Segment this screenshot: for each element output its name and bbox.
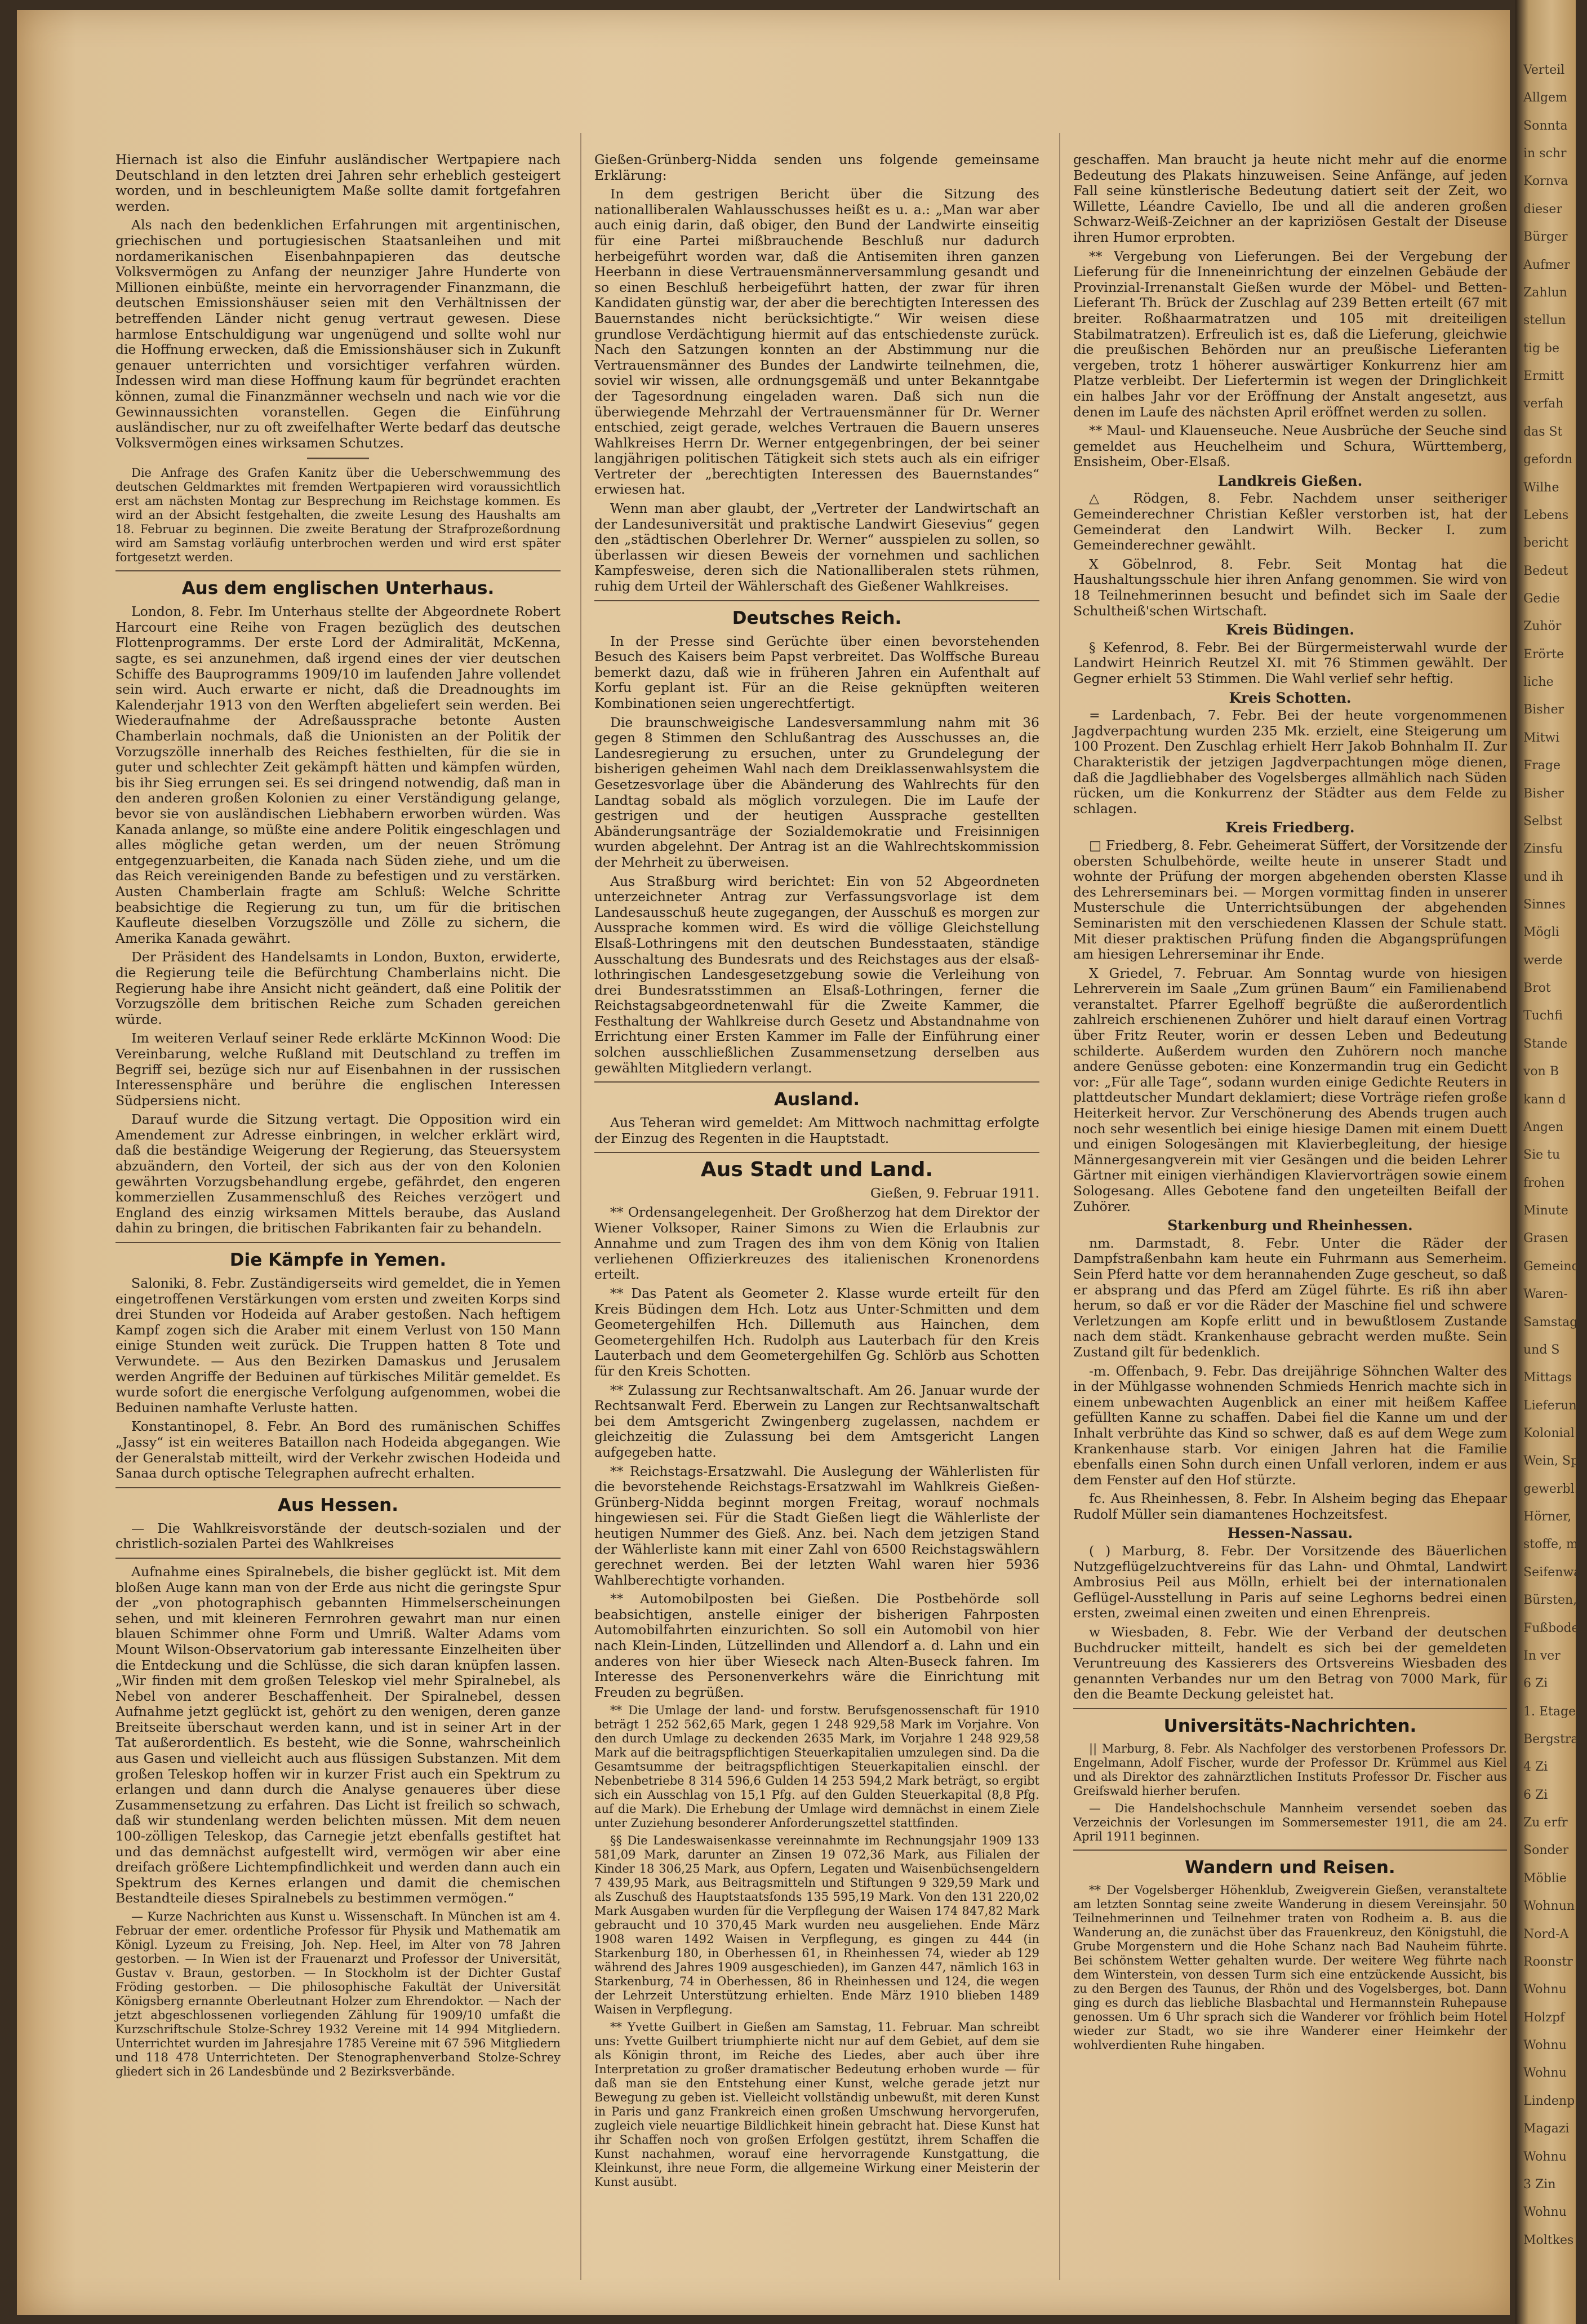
paragraph: Die braunschweigische Landesversammlung nahm mit 36 gegen 8 Stimmen den Schlußantrag des Ausschusses an, die Landesregierung zu ersuchen, unter zu Grundelegung der bisherigen geheimen Wahl nach dem Dreiklassenwahlsystem die Gesetzesvorlage über die Abänderung des Wahlrechts für den Landtag sobald als möglich vorzulegen. Die im Laufe der gestrigen und der heutigen Aussprache gestellten Abänderungsanträge der Sozialdemokratie und Freisinnigen wurden abgelehnt. Der Antrag ist an die Wahlrechtskommission der Mehrheit zu überweisen.: [594, 714, 1039, 870]
adjacent-page-fragment: Mittags: [1523, 1371, 1572, 1385]
adjacent-page-fragment: 6 Zi: [1523, 1677, 1548, 1691]
adjacent-page-fragment: gewerbl.: [1523, 1482, 1579, 1496]
paragraph: △ Rödgen, 8. Febr. Nachdem unser seitheriger Gemeinderechner Christian Keßler verstorben ist, hat der Gemeinderat den Landwirt Wilh. Becker I. zum Gemeinderechner gewählt.: [1073, 490, 1507, 553]
adjacent-page-fragment: Stande: [1523, 1036, 1568, 1051]
adjacent-page-fragment: Grasen: [1523, 1231, 1568, 1246]
divider: [594, 1152, 1039, 1153]
adjacent-page-fragment: liche: [1523, 675, 1554, 690]
paragraph: In der Presse sind Gerüchte über einen bevorstehenden Besuch des Kaisers beim Papst verbreitet. Das Wolffsche Bureau bemerkt dazu, daß wie in früheren Jahren ein Aufenthalt auf Korfu geplant ist. Für an die Reise geknüpften weiteren Kombinationen seien ungerechtfertigt.: [594, 633, 1039, 711]
subsection-heading: Landkreis Gießen.: [1217, 472, 1363, 489]
paragraph: ** Das Patent als Geometer 2. Klasse wurde erteilt für den Kreis Büdingen dem Hch. Lotz aus Unter-Schmitten und dem Geometergehilfen Hch. Dillemuth aus Hainchen, dem Geometergehilfen Hch. Rudolph aus Lauterbach für den Kreis Lauterbach und dem Geometergehilfen Gg. Schlörb aus Schotten für den Kreis Schotten.: [594, 1285, 1039, 1379]
paragraph: Der Präsident des Handelsamts in London, Buxton, erwiderte, die Regierung teile die Befürchtung Chamberlains nicht. Die Regierung habe ihre Ansicht nicht geändert, daß eine Politik der Vorzugszölle dem britischen Reiche zum Schaden gereichen würde.: [115, 949, 561, 1027]
subsection-heading: Starkenburg und Rheinhessen.: [1167, 1217, 1413, 1234]
adjacent-page-fragment: Tuchfi: [1523, 1009, 1563, 1023]
paragraph: -m. Offenbach, 9. Febr. Das dreijährige Söhnchen Walter des in der Mühlgasse wohnenden Schmieds Henrich machte sich in einem unbewachten Augenblick an einer mit heißem Kaffee gefüllten Kanne zu schaffen. Dabei fiel die Kanne um und der Inhalt verbrühte das Kind so schwer, daß es auf dem Wege zum Krankenhause starb. Vor einigen Jahren hat die Familie ebenfalls einen Sohn durch einen Unfall verloren, indem er aus dem Fenster auf den Hof stürzte.: [1073, 1363, 1507, 1488]
adjacent-page-fragment: frohen: [1523, 1176, 1565, 1190]
paragraph: ** Reichstags-Ersatzwahl. Die Auslegung der Wählerlisten für die bevorstehende Reichstags-Ersatzwahl im Wahlkreis Gießen-Grünberg-Nidda beginnt morgen Freitag, worauf nochmals hingewiesen sei. Für die Stadt Gießen liegt die Wählerliste der heutigen Nummer des Gieß. Anz. bei. Nach dem jetzigen Stand der Wählerliste kann mit einer Zahl von 6500 Reichstagswählern gerechnet werden. Bei der letzten Wahl waren hier 5936 Wahlberechtigte vorhanden.: [594, 1463, 1039, 1588]
divider: [115, 1242, 561, 1243]
adjacent-page-fragment: das St: [1523, 424, 1563, 439]
adjacent-page-fragment: Mitwi: [1523, 730, 1560, 745]
adjacent-page-fragment: Lebens: [1523, 508, 1569, 522]
adjacent-page-fragment: Sie tu: [1523, 1148, 1561, 1163]
section-heading: Die Kämpfe in Yemen.: [229, 1250, 447, 1271]
adjacent-page-fragment: Bürsten,: [1523, 1593, 1577, 1608]
paragraph: Im weiteren Verlauf seiner Rede erklärte McKinnon Wood: Die Vereinbarung, welche Rußland mit Deutschland zu treffen im Begriff sei, bezüge sich nur auf Eisenbahnen in der russischen Interessensphäre und berühre die englischen Interessen Südpersiens nicht.: [115, 1030, 561, 1108]
divider: [115, 1558, 561, 1559]
paragraph: Aufnahme eines Spiralnebels, die bisher geglückt ist. Mit dem bloßen Auge kann man von der Erde aus nicht die geringste Spur der „von photographisch gebannten Himmelserscheinungen sehen, und mit kleineren Fernrohren gewahrt man nur einen blauen Schimmer ohne Form und Umriß. Walter Adams vom Mount Wilson-Observatorium gab interessante Einzelheiten über die Entdeckung und die Schlüsse, die sich daran knüpfen lassen. „Wir finden mit dem großen Teleskop viel mehr Spiralnebel, als Nebel von anderer Beschaffenheit. Der Spiralnebel, dessen Aufnahme jetzt geglückt ist, gehört zu den wenigen, deren ganze Breitseite überschaut werden kann, und ist in seiner Art in der Tat außerordentlich. Es besteht, wie die Sonne, wahrscheinlich aus Gasen und vielleicht auch aus flüssigen Substanzen. Mit dem großen Teleskop hoffen wir in kurzer Frist auch ein Spektrum zu erlangen und dann durch die Analyse genaueres über diese Zusammensetzung zu erfahren. Das Licht ist freilich so schwach, daß wir stundenlang werden belichten müssen. Mit dem neuen 100-zölligen Teleskop, das Carnegie jetzt ebenfalls gestiftet hat und das demnächst aufgestellt wird, vermögen wir aber eine dreifach größere Lichtempfindlichkeit und werden dann auch ein Spektrum des Kernes erlangen und damit die chemischen Bestandteile dieses Spiralnebels zu bestimmen vermögen.“: [115, 1563, 561, 1906]
paragraph: Saloniki, 8. Febr. Zuständigerseits wird gemeldet, die in Yemen eingetroffenen Verstärkungen vom ersten und zweiten Korps sind drei Stunden vor Hodeida auf Araber gestoßen. Nach heftigem Kampf zogen sich die Araber mit einem Verlust von 150 Mann einige Stunden weit zurück. Die Truppen hatten 8 Tote und Verwundete. — Aus den Bezirken Damaskus und Jerusalem werden Angriffe der Beduinen auf türkisches Militär gemeldet. Es wurde sofort die energische Verfolgung aufgenommen, wobei die Beduinen namhafte Verluste hatten.: [115, 1275, 561, 1416]
adjacent-page-fragment: 1. Etage: [1523, 1704, 1576, 1719]
adjacent-page-fragment: Seifenwa: [1523, 1565, 1581, 1580]
section-heading: Deutsches Reich.: [732, 607, 902, 628]
paragraph: geschaffen. Man braucht ja heute nicht mehr auf die enorme Bedeutung des Plakats hinzuweisen. Seine Anfänge, auf jeden Fall seine künstlerische Bedeutung datiert seit der Zeit, wo Willette, Léandre Caviello, Ibe und all die anderen großen Schwarz-Weiß-Zeichner an der kapriziösen Gestalt der Diseuse ihren Humor erprobten.: [1073, 152, 1507, 245]
paragraph: Gießen-Grünberg-Nidda senden uns folgende gemeinsame Erklärung:: [594, 152, 1039, 183]
adjacent-page-fragment: 6 Zi: [1523, 1788, 1548, 1802]
adjacent-page-fragment: Wilhe: [1523, 480, 1559, 495]
adjacent-page-fragment: 3 Zin: [1523, 2177, 1556, 2192]
adjacent-page-fragment: Verteil: [1523, 63, 1565, 77]
paragraph: X Griedel, 7. Februar. Am Sonntag wurde von hiesigen Lehrerverein im Saale „Zum grünen Baum“ ein Familienabend veranstaltet. Pfarrer Egelhoff begrüßte die außerordentlich zahlreich erschienenen Zuhörer und hielt darauf einen Vortrag über Fritz Reuter, worin er dessen Leben und Bedeutung schilderte. Außerdem wurden den Zuhörern noch manche andere Genüsse geboten: eine Konzermandin trug ein Gedicht vor: „Für alle Tage“, sodann wurden einige Gedichte Reuters in plattdeutscher Mundart deklamiert; diese Vorträge riefen große Heiterkeit hervor. Zur Verschönerung des Abends trugen auch noch sehr wesentlich bei einige hiesige Damen mit einem Duett und einigen Sologesängen mit Klavierbegleitung, der hiesige Männergesangverein mit vier Gesängen und die beiden Lehrer Gärtner mit einigen vierhändigen Klaviervorträgen sowie einem Sologesang. Alles Gebotene fand den ungeteilten Beifall der Zuhörer.: [1073, 965, 1507, 1214]
column-divider: [580, 133, 581, 2280]
paragraph: ** Die Umlage der land- und forstw. Berufsgenossenschaft für 1910 beträgt 1 252 562,65 Mark, gegen 1 248 929,58 Mark im Vorjahre. Von den durch Umlage zu deckenden 2635 Mark, im Vorjahre 1 248 929,58 Mark auf die beitragspflichtigen Steuerkapitalien umzulegen sind. Da die Gesamtsumme der beitragspflichtigen Steuerkapitalien einschl. der Nebenbetriebe 8 314 596,6 Gulden 14 253 594,2 Mark beträgt, so ergibt sich ein Ausschlag von 15,1 Pfg. auf den Gulden Steuerkapital (8,8 Pfg. auf die Mark). Die Erhebung der Umlage wird demnächst in einem Ziele unter Zuziehung besonderer Anforderungszettel stattfinden.: [594, 1704, 1039, 1830]
paragraph: Die Anfrage des Grafen Kanitz über die Ueberschwemmung des deutschen Geldmarktes mit fremden Wertpapieren wird voraussichtlich erst am nächsten Montag zur Besprechung im Reichstage kommen. Es wird an der Absicht festgehalten, die zweite Lesung des Haushalts am 18. Februar zu beginnen. Die zweite Beratung der Strafprozeßordnung wird am Samstag vorläufig unterbrochen werden und wird erst später fortgesetzt werden.: [115, 466, 561, 565]
adjacent-page-fragment: Lieferun: [1523, 1398, 1577, 1413]
adjacent-page-fragment: Wohnu: [1523, 2149, 1567, 2164]
adjacent-page-fragment: Erörte: [1523, 647, 1564, 662]
adjacent-page-fragment: kann d: [1523, 1092, 1566, 1107]
adjacent-page-strip: [1515, 0, 1587, 2324]
column-3: [1073, 152, 1507, 2056]
adjacent-page-fragment: verfah: [1523, 397, 1564, 411]
adjacent-page-fragment: Zahlun: [1523, 285, 1567, 300]
adjacent-page-fragment: Zuhör: [1523, 619, 1562, 634]
adjacent-page-fragment: und S: [1523, 1342, 1560, 1357]
divider: [594, 1081, 1039, 1083]
paragraph: = Lardenbach, 7. Febr. Bei der heute vorgenommenen Jagdverpachtung wurden 235 Mk. erzielt, eine Steigerung um 100 Prozent. Den Zuschlag erhielt Herr Jakob Bohnhalm II. Zur Charakteristik der jetzigen Jagdverpachtungen möge dienen, daß die Jagdliebhaber des Vogelsberges allmählich nach Süden rücken, um die Konkurrenz der Städter aus dem Felde zu schlagen.: [1073, 707, 1507, 817]
adjacent-page-fragment: Möblie: [1523, 1871, 1567, 1886]
section-heading: Universitäts-Nachrichten.: [1163, 1716, 1417, 1736]
adjacent-page-fragment: Magazi: [1523, 2122, 1570, 2136]
section-heading: Wandern und Reisen.: [1185, 1857, 1395, 1878]
dateline: Gießen, 9. Februar 1911.: [870, 1185, 1039, 1201]
paragraph: London, 8. Febr. Im Unterhaus stellte der Abgeordnete Robert Harcourt eine Reihe von Fragen bezüglich des deutschen Flottenprogramms. Der erste Lord der Admiralität, McKenna, sagte, es sei anzunehmen, daß irgend eines der vier deutschen Schiffe des Bauprogramms 1909/10 im laufenden Jahre vollendet sein wird. Auch erwarte er nicht, daß die Dreadnoughts im Kalenderjahr 1913 von den Werften abgeliefert sein werden. Bei Wiederaufnahme der Adreßaussprache betonte Austen Chamberlain nochmals, daß die Unionisten an der Politik der Vorzugszölle innerhalb des Reiches festhielten, für die sie in guter und schlechter Zeit gekämpft hätten und kämpfen würden, bis ihr Sieg errungen sei. Es sei dringend notwendig, daß man in den anderen großen Kolonien zu einer Verständigung gelange, bevor sie von ausländischen Liebhabern erworben würden. Was Kanada anlange, so müßte eine andere Politik eingeschlagen und alles mögliche getan werden, um der neuen Strömung entgegenzuarbeiten, die Kanada nach Süden ziehe, und um die das Reich vereinigenden Bande zu befestigen und zu verstärken. Austen Chamberlain fragte am Schluß: Welche Schritte beabsichtige die Regierung zu tun, um für die britischen Kaufleute dieselben Vorzugszölle und Zölle zu sichern, die Amerika Kanada gewährt.: [115, 604, 561, 946]
adjacent-page-fragment: Ermitt: [1523, 369, 1564, 384]
adjacent-page-fragment: In ver: [1523, 1648, 1561, 1663]
adjacent-page-fragment: Hörner,: [1523, 1510, 1572, 1524]
paragraph: — Die Wahlkreisvorstände der deutsch-sozialen und der christlich-sozialen Partei des Wahlkreises: [115, 1520, 561, 1552]
adjacent-page-fragment: Wohnu: [1523, 1983, 1567, 1997]
section-heading: Ausland.: [774, 1089, 860, 1110]
adjacent-page-fragment: Angen: [1523, 1120, 1564, 1134]
adjacent-page-fragment: Wohnu: [1523, 2066, 1567, 2081]
adjacent-page-fragment: Roonstr: [1523, 1954, 1573, 1969]
adjacent-page-fragment: Mögli: [1523, 925, 1559, 940]
section-heading: Aus Hessen.: [277, 1494, 399, 1515]
paragraph: Wenn man aber glaubt, der „Vertreter der Landwirtschaft an der Landesuniversität und praktische Landwirt Giesevius“ gegen den „städtischen Oberlehrer Dr. Werner“ ausspielen zu sollen, so überlassen wir diesen Beweis der vornehmen und sachlichen Kampfesweise, deren sich die Nationalliberalen stets rühmen, ruhig dem Urteil der Wählerschaft des Gießener Wahlkreises.: [594, 500, 1039, 595]
paragraph: ** Automobilposten bei Gießen. Die Postbehörde soll beabsichtigen, anstelle einiger der bisherigen Fahrposten Automobilfahrten einzurichten. So soll ein Automobil von hier nach Klein-Linden, Lützellinden und Allendorf a. d. Lahn und ein anderes von hier über Wieseck nach Alten-Buseck fahren. Im Interesse des Personenverkehrs wäre die Einrichtung mit Freuden zu begrüßen.: [594, 1591, 1039, 1700]
adjacent-page-fragment: Bürger: [1523, 230, 1568, 245]
adjacent-page-fragment: Brot: [1523, 981, 1551, 996]
adjacent-page-fragment: tig be: [1523, 341, 1560, 356]
divider: [307, 458, 369, 459]
paragraph: Aus Teheran wird gemeldet: Am Mittwoch nachmittag erfolgte der Einzug des Regenten in die Hauptstadt.: [594, 1115, 1039, 1146]
adjacent-page-fragment: Bisher: [1523, 703, 1564, 717]
adjacent-page-fragment: stellun: [1523, 313, 1566, 328]
paragraph: — Die Handelshochschule Mannheim versendet soeben das Verzeichnis der Vorlesungen im Sommersemester 1911, die am 24. April 1911 beginnen.: [1073, 1802, 1507, 1843]
adjacent-page-fragment: Fußboden: [1523, 1621, 1587, 1635]
adjacent-page-fragment: von B: [1523, 1065, 1559, 1079]
adjacent-page-fragment: Sinnes: [1523, 898, 1566, 912]
adjacent-page-fragment: Allgem: [1523, 91, 1567, 105]
paragraph: ** Zulassung zur Rechtsanwaltschaft. Am 26. Januar wurde der Rechtsanwalt Ferd. Eberwein zu Langen zur Rechtsanwaltschaft bei dem Amtsgericht Zwingenberg zugelassen, nachdem er gleichzeitig die Zulassung bei dem Amtsgericht Langen aufgegeben hatte.: [594, 1382, 1039, 1460]
divider: [1073, 1708, 1507, 1709]
adjacent-page-fragment: Wohnu: [1523, 2038, 1567, 2053]
paragraph: ** Der Vogelsberger Höhenklub, Zweigverein Gießen, veranstaltete am letzten Sonntag seine zweite Wanderung in diesem Vereinsjahr. 50 Teilnehmerinnen und Teilnehmer traten von Rodheim a. B. aus die Wanderung an, die zunächst über das Frauenkreuz, den Königstuhl, die Grube Morgenstern und die Hohe Schanz nach Bad Nauheim führte. Bei schönstem Wetter gehalten wurde. Der weitere Weg führte nach dem Winterstein, von dessen Turm sich eine entzückende Aussicht, bis zu den Bergen des Taunus, der Rhön und des Vogelsberges, bot. Dann ging es durch das liebliche Blasbachtal und Hermannstein Ruhepause genossen. Um 6 Uhr sprach sich die Wanderer vor fröhlich beim Hotel wieder zur Stadt, wo sie ihre Wanderer einer Heimkehr der wohlverdienten Ruhe hingaben.: [1073, 1883, 1507, 2052]
divider: [594, 600, 1039, 601]
adjacent-page-fragment: dieser: [1523, 202, 1562, 216]
subsection-heading: Kreis Schotten.: [1229, 689, 1352, 706]
adjacent-page-fragment: Zu erfr: [1523, 1816, 1568, 1830]
adjacent-page-fragment: Bisher: [1523, 786, 1564, 801]
paragraph: Darauf wurde die Sitzung vertagt. Die Opposition wird ein Amendement zur Adresse einbringen, in welcher erklärt wird, daß die beständige Weigerung der Regierung, das Steuersystem abzuändern, den Vorteil, der sich aus der von den Kolonien gewährten Vorzugsbehandlung ergebe, gefährdet, den engeren kommerziellen Zusammenschluß des Reiches verzögert und England des einzig wirksamen Mittels beraube, das Ausland dahin zu bringen, die britischen Fabrikanten fair zu behandeln.: [115, 1111, 561, 1236]
paragraph: fc. Aus Rheinhessen, 8. Febr. In Alsheim beging das Ehepaar Rudolf Müller sein diamantenes Hochzeitsfest.: [1073, 1491, 1507, 1522]
adjacent-page-fragment: Kolonial: [1523, 1426, 1575, 1440]
paragraph: Konstantinopel, 8. Febr. An Bord des rumänischen Schiffes „Jassy“ ist ein weiteres Bataillon nach Hodeida abgegangen. Wie der Generalstab mitteilt, wird der Verkehr zwischen Hodeida und Sanaa durch optische Telegraphen aufrecht erhalten.: [115, 1418, 561, 1482]
adjacent-page-fragment: in schr: [1523, 147, 1567, 161]
adjacent-page-fragment: Gedie: [1523, 591, 1560, 606]
paragraph: — Kurze Nachrichten aus Kunst u. Wissenschaft. In München ist am 4. Februar der emer. ordentliche Professor für Physik und Mathematik am Königl. Lyzeum zu Freising, Joh. Nep. Heel, im Alter von 78 Jahren gestorben. — In Wien ist der Frauenarzt und Professor der Universität, Gustav v. Braun, gestorben. — In Stockholm ist der Dichter Gustaf Fröding gestorben. — Die philosophische Fakultät der Universität Königsberg ernannte Oberleutnant Holzer zum Ehrendoktor. — Nach der jetzt abgeschlossenen vorliegenden Zählung für 1909/10 umfaßt die Kurzschriftschule Stolze-Schrey 1932 Vereine mit 14 994 Mitgliedern. Unterrichtet wurden im Jahresjahre 1785 Vereine mit 67 596 Mitgliedern und 118 478 Unterrichteten. Der Stenographenverband Stolze-Schrey gliedert sich in 26 Landesbünde und 2 Bezirksverbände.: [115, 1910, 561, 2078]
adjacent-page-fragment: Wohnun: [1523, 1899, 1575, 1914]
paragraph: ( ) Marburg, 8. Febr. Der Vorsitzende des Bäuerlichen Nutzgeflügelzuchtvereins für das Lahn- und Ohmtal, Landwirt Ambrosius Peil aus Mölln, erhielt bei der internationalen Geflügel-Ausstellung in Paris auf seine Leghorns bedrei einen ersten, zweimal einen zweiten und einen Ehrenpreis.: [1073, 1543, 1507, 1621]
paragraph: □ Friedberg, 8. Febr. Geheimerat Süffert, der Vorsitzende der obersten Schulbehörde, weilte heute in unserer Stadt und wohnte der Prüfung der morgen abgehenden obersten Klasse des Lehrerseminars bei. — Morgen vormittag finden in unserer Musterschule die Unterrichtsübungen der abgehenden Seminaristen mit den verschiedenen Klassen der Schule statt. Mit dieser praktischen Prüfung finden die Abgangsprüfungen am hiesigen Lehrerseminar ihr Ende.: [1073, 837, 1507, 963]
adjacent-page-fragment: stoffe, m: [1523, 1537, 1578, 1552]
subsection-heading: Kreis Friedberg.: [1225, 819, 1355, 836]
adjacent-page-fragment: Frage: [1523, 759, 1561, 773]
paragraph: §§ Die Landeswaisenkasse vereinnahmte im Rechnungsjahr 1909 133 581,09 Mark, darunter an Zinsen 19 072,36 Mark, aus Filialen der Kinder 18 306,25 Mark, aus Opfern, Legaten und Waisenbüchsengeldern 7 439,95 Mark, aus Beitragsmitteln und Stiftungen 9 329,59 Mark und als Zuschuß des Hauptstaatsfonds 135 595,19 Mark. Von den 131 220,02 Mark Ausgaben wurden für die Verpflegung der Waisen 174 847,82 Mark gebraucht und 10 370,45 Mark wurden neu ausgeliehen. Ende März 1908 waren 1492 Waisen in Verpflegung, es gingen zu 444 (in Starkenburg 180, in Oberhessen 61, in Rheinhessen 74, wieder ab 129 während des Jahres 1909 ausgeschieden), im Ganzen 447, nämlich 163 in Starkenburg, 74 in Oberhessen, 86 in Rheinhessen und 124, die wegen der Lehrzeit Unterstützung erhielten. Ende März 1910 blieben 1489 Waisen in Verpflegung.: [594, 1834, 1039, 2017]
adjacent-page-fragment: Nord-A: [1523, 1927, 1569, 1941]
adjacent-page-fragment: Holzpf: [1523, 2010, 1565, 2025]
subsection-heading: Kreis Büdingen.: [1226, 622, 1354, 638]
paragraph: Aus Straßburg wird berichtet: Ein von 52 Abgeordneten unterzeichneter Antrag zur Verfassungsvorlage ist dem Landesausschuß heute zugegangen, der Ausschuß es morgen zur Aussprache kommen wird. Es wird die völlige Gleichstellung Elsaß-Lothringens mit den deutschen Bundesstaaten, ständige Ausschaltung des Bundesrats und des Reichstages aus der elsaß-lothringischen Landesgesetzgebung sowie die Verleihung von drei Bundesratsstimmen an Elsaß-Lothringen, ferner die Reichstagsabgeordnetenwahl für die Zweite Kammer, die Festhaltung der Wahlkreise durch Gesetz und Abstandnahme von Errichtung einer Ersten Kammer im Falle der Einführung einer solchen ausschließlichen Zusammensetzung derselben aus gewählten Mitgliedern verlangt.: [594, 873, 1039, 1076]
paragraph: Hiernach ist also die Einfuhr ausländischer Wertpapiere nach Deutschland in den letzten drei Jahren sehr erheblich gesteigert worden, und in beschleunigtem Maße sollte damit fortgefahren werden.: [115, 152, 561, 214]
divider: [1073, 1850, 1507, 1851]
adjacent-page-fragment: Bedeut: [1523, 564, 1568, 578]
adjacent-page-fragment: Aufmer: [1523, 258, 1570, 272]
paragraph: ** Maul- und Klauenseuche. Neue Ausbrüche der Seuche sind gemeldet aus Heuchelheim und Schura, Württemberg, Ensisheim, Ober-Elsaß.: [1073, 423, 1507, 470]
adjacent-page-fragment: Gemeind: [1523, 1259, 1580, 1274]
adjacent-page-fragment: und ih: [1523, 870, 1563, 884]
adjacent-page-fragment: bericht: [1523, 536, 1568, 551]
adjacent-page-fragment: Wein, Sp: [1523, 1454, 1579, 1469]
adjacent-page-fragment: Sonder: [1523, 1843, 1569, 1858]
paragraph: ** Vergebung von Lieferungen. Bei der Vergebung der Lieferung für die Inneneinrichtung der einzelnen Gebäude der Provinzial-Irrenanstalt Gießen wurde der Möbel- und Betten-Lieferant Th. Brück der Zuschlag auf 239 Betten erteilt (67 mit breiter. Roßhaarmatratzen und 105 mit dreiteiligen Stabilmatratzen). Erfreulich ist es, daß die Lieferung, gleichwie die preußischen Behörden nur an preußische Lieferanten vergeben, trotz 1 höherer auswärtiger Konkurrenz hier am Platze verbleibt. Der Liefertermin ist wegen der Dringlichkeit ein halbes Jahr vor der Eröffnung der Anstalt angesetzt, aus denen im Laufe des nächsten April eröffnet werden zu sollen.: [1073, 248, 1507, 420]
adjacent-page-fragment: werde: [1523, 953, 1563, 968]
adjacent-page-fragment: Minute: [1523, 1204, 1568, 1218]
column-divider: [1059, 133, 1060, 2280]
paragraph: ** Yvette Guilbert in Gießen am Samstag, 11. Februar. Man schreibt uns: Yvette Guilbert triumphierte nicht nur auf dem Gebiet, auf dem sie als Königin thront, im Reiche des Liedes, aber auch über ihre Interpretation zu großer dramatischer Bedeutung erhoben wurde — für daß man sie den Entstehung einer Kunst, welche gerade jetzt nur Bewegung zu geben ist. Vielleicht vollständig unbewußt, mit deren Kunst in Paris und ganz Frankreich einen großen Umschwung hervorgerufen, zugleich viele neuartige Bildlichkeit hinein gebracht hat. Diese Kunst hat ihr Schaffen noch von großen Erfolgen gestützt, ihrem Schaffen die Kunst nachahmen, worauf eine hervorragende Kunstgattung, die Kleinkunst, ihre neue Form, die allgemeine Wirkung einer Meisterin der Kunst ausübt.: [594, 2020, 1039, 2189]
adjacent-page-fragment: Bergstraß: [1523, 1732, 1587, 1747]
adjacent-page-fragment: Zinsfu: [1523, 842, 1563, 857]
adjacent-page-fragment: Moltkes: [1523, 2233, 1574, 2247]
section-heading: Aus dem englischen Unterhaus.: [181, 578, 495, 599]
section-heading: Aus Stadt und Land.: [700, 1158, 933, 1182]
column-2: [594, 152, 1039, 2193]
paragraph: In dem gestrigen Bericht über die Sitzung des nationalliberalen Wahlausschusses heißt es u. a.: „Man war aber auch einig darin, daß obiger, den Bund der Landwirte einseitig für eine Partei mißbrauchende Beschluß nur dadurch herbeigeführt worden war, daß die Antisemiten ihren ganzen Heerbann in diese Vertrauensmännerversammlung gesandt und so einen Beschluß herbeigeführt hatten, der zwar für ihren Kandidaten günstig war, der aber die berechtigten Interessen des Bauernstandes nicht berücksichtigte.“ Wir weisen diese grundlose Verdächtigung hiermit auf das entschiedenste zurück. Nach den Satzungen konnten an der Abstimmung nur die Vertrauensmänner des Bundes der Landwirte teilnehmen, die, soviel wir wissen, alle ordnungsgemäß und unter Bekanntgabe der Tagesordnung eingeladen waren. Daß sich nun die überwiegende Mehrzahl der Vertrauensmänner für Dr. Werner entschied, zeigt gerade, welches Vertrauen die Bauern unseres Wahlkreises Herrn Dr. Werner entgegenbringen, der bei seiner langjährigen politischen Tätigkeit sich stets auch als ein eifriger Vertreter der „berechtigten Interessen des Bauernstandes“ erwiesen hat.: [594, 186, 1039, 498]
paragraph: w Wiesbaden, 8. Febr. Wie der Verband der deutschen Buchdrucker mitteilt, handelt es sich bei der gemeldeten Veruntreuung des Kassierers des Ortsvereins Wiesbaden des genannten Verbandes nur um den Betrag von 7000 Mark, für den die Beamte Deckung geleistet hat.: [1073, 1624, 1507, 1702]
paragraph: nm. Darmstadt, 8. Febr. Unter die Räder der Dampfstraßenbahn kam heute ein Fuhrmann aus Semerheim. Sein Pferd hatte vor dem herannahenden Zuge gescheut, so daß er absprang und das Pferd am Zügel führte. Es riß ihn aber herum, so daß er vor die Räder der Maschine fiel und schwere Verletzungen am Kopfe erlitt und in bewußtlosem Zustande nach dem städt. Krankenhause gebracht werden mußte. Sein Zustand gilt für bedenklich.: [1073, 1235, 1507, 1360]
adjacent-page-fragment: Waren-: [1523, 1287, 1568, 1302]
adjacent-page-fragment: Kornva: [1523, 174, 1568, 189]
adjacent-page-fragment: 4 Zi: [1523, 1760, 1548, 1775]
adjacent-page-fragment: Sonnta: [1523, 118, 1568, 133]
subsection-heading: Hessen-Nassau.: [1227, 1525, 1353, 1542]
paragraph: Als nach den bedenklichen Erfahrungen mit argentinischen, griechischen und portugiesischen Staatsanleihen und mit nordamerikanischen Eisenbahnpapieren das deutsche Volksvermögen zu Anfang der neunziger Jahre Hunderte von Millionen einbüßte, meinte ein hervorragender Finanzmann, die deutschen Emissionshäuser seien mit den Verhältnissen der betreffenden Länder nicht genug vertraut gewesen. Diese harmlose Entschuldigung war ungenügend und sollte wohl nur die Hoffnung erwecken, daß die Emissionshäuser sich in Zukunft genauer unterrichten und vorsichtiger verfahren würden. Indessen wird man diese Hoffnung kaum für begründet erachten können, zumal die Finanzmänner wechseln und nach wie vor die Gewinnaussichten voranstellen. Gegen die Einführung ausländischer, nur zu oft zweifelhafter Werte bedarf das deutsche Volksvermögen eines wirksamen Schutzes.: [115, 217, 561, 451]
adjacent-page-fragment: gefordn: [1523, 453, 1573, 467]
divider: [115, 1487, 561, 1488]
divider: [115, 570, 561, 571]
paragraph: X Göbelnrod, 8. Febr. Seit Montag hat die Haushaltungsschule hier ihren Anfang genommen. Sie wird von 18 Teilnehmerinnen besucht und befindet sich im Saale der Schultheiß'schen Wirtschaft.: [1073, 556, 1507, 619]
adjacent-page-fragment: Wohnu: [1523, 2205, 1567, 2220]
adjacent-page-fragment: Lindenp: [1523, 2094, 1575, 2108]
paragraph: ** Ordensangelegenheit. Der Großherzog hat dem Direktor der Wiener Volksoper, Rainer Simons zu Wien die Erlaubnis zur Annahme und zum Tragen des ihm von dem König von Italien verliehenen Offizierkreuzes des italienischen Kronenordens erteilt.: [594, 1204, 1039, 1283]
column-1: [115, 152, 561, 2082]
paragraph: || Marburg, 8. Febr. Als Nachfolger des verstorbenen Professors Dr. Engelmann, Adolf Fischer, wurde der Professor Dr. Krümmel aus Kiel und als Direktor des zahnärztlichen Instituts Professor Dr. Fischer aus Greifswald hierher berufen.: [1073, 1742, 1507, 1798]
adjacent-page-fragment: Selbst: [1523, 814, 1563, 828]
paragraph: § Kefenrod, 8. Febr. Bei der Bürgermeisterwahl wurde der Landwirt Heinrich Reutzel XI. mit 76 Stimmen gewählt. Der Gegner erhielt 53 Stimmen. Die Wahl verlief sehr heftig.: [1073, 639, 1507, 686]
adjacent-page-fragment: Samstag: [1523, 1315, 1578, 1329]
